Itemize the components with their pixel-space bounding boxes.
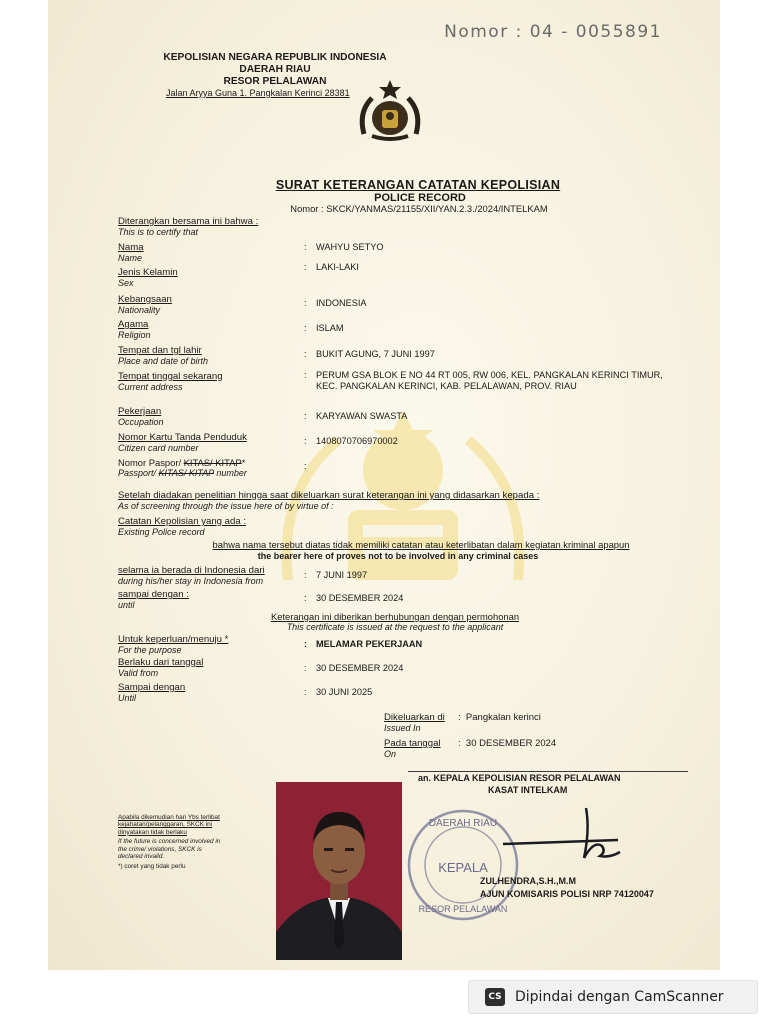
screening-label-en: As of screening through the issue here of by virtue of : (118, 501, 334, 511)
stay-until-value: : 30 DESEMBER 2024 (304, 593, 404, 603)
signature-divider (408, 771, 688, 772)
issued-on-value: : 30 DESEMBER 2024 (458, 738, 557, 749)
field-label-en: Occupation (118, 417, 164, 427)
field-value: 30 DESEMBER 2024 (316, 663, 404, 673)
field-value: KARYAWAN SWASTA (316, 411, 408, 421)
passport-label-asterisk: * (241, 457, 246, 468)
purpose-value: : MELAMAR PEKERJAAN (304, 639, 423, 649)
field-value: LAKI-LAKI (316, 262, 359, 272)
field-label-en: Current address (118, 382, 183, 392)
footnote: *) coret yang tidak perlu (118, 863, 186, 871)
field-name-value: : WAHYU SETYO (304, 242, 384, 252)
field-label-en: Citizen card number (118, 443, 199, 453)
valid-from-label (118, 657, 203, 679)
issued-at-label-en: Issued In (384, 723, 421, 733)
document-subtitle: POLICE RECORD (374, 192, 466, 204)
field-label: Jenis Kelamin (118, 267, 178, 278)
valid-until-label-text: Sampai dengan (118, 682, 186, 693)
request-statement-en: This certificate is issued at the request to the applicant (286, 622, 504, 632)
field-label-en: Nationality (118, 305, 161, 315)
field-address-label (118, 371, 223, 393)
signatory-rank: AJUN KOMISARIS POLISI NRP 74120047 (480, 889, 654, 899)
field-value: INDONESIA (316, 298, 367, 308)
valid-until-label (118, 682, 185, 704)
field-nationality-value: : INDONESIA (304, 298, 367, 308)
field-label-en: Religion (118, 330, 151, 340)
stay-until-label (118, 589, 189, 611)
field-birth-value: : BUKIT AGUNG, 7 JUNI 1997 (304, 349, 435, 359)
field-value: MELAMAR PEKERJAAN (316, 639, 423, 649)
purpose-label-en: For the purpose (118, 645, 182, 655)
stay-label: sampai dengan : (118, 589, 189, 600)
field-label: Tempat tinggal sekarang (118, 371, 223, 382)
purpose-label-text: Untuk keperluan/menuju * (118, 634, 229, 645)
record-block (118, 516, 246, 538)
header-line: RESOR PELALAWAN (223, 76, 327, 87)
field-value: 1408070706970002 (316, 436, 398, 446)
header-line: KEPOLISIAN NEGARA REPUBLIK INDONESIA (163, 52, 387, 63)
scanner-text: Dipindai dengan CamScanner (515, 989, 724, 1005)
applicant-photo (276, 782, 402, 960)
issued-at-label (384, 712, 445, 734)
document-number: Nomor : 04 - 0055891 (444, 22, 662, 42)
stamp-bottom-text: RESOR PELALAWAN (418, 904, 508, 914)
field-birth-label (118, 345, 208, 367)
field-nationality-label (118, 294, 172, 316)
police-crest-icon (354, 78, 426, 142)
signatory-title: an. KEPALA KEPOLISIAN RESOR PELALAWAN (418, 773, 621, 783)
scanner-watermark (468, 980, 758, 1014)
stamp-top-text: DAERAH RIAU (428, 818, 498, 829)
field-sex-value: : LAKI-LAKI (304, 262, 359, 272)
screening-label: Setelah diadakan penelitian hingga saat dikeluarkan surat keterangan ini yang didasarkan kepada : (118, 490, 540, 501)
stay-label: selama ia berada di Indonesia dari (118, 565, 265, 576)
field-occupation-value: : KARYAWAN SWASTA (304, 411, 408, 421)
issuer-address: Jalan Aryya Guna 1. Pangkalan Kerinci 28381 (166, 88, 350, 98)
document-title: SURAT KETERANGAN CATATAN KEPOLISIAN (275, 178, 561, 192)
signatory-position: KASAT INTELKAM (488, 785, 568, 795)
field-label: Pekerjaan (118, 406, 162, 417)
field-value: 30 DESEMBER 2024 (465, 738, 557, 749)
passport-label-en-struck: KITAS/ KITAP (158, 468, 214, 478)
police-record-document (48, 0, 720, 970)
issued-on-label-en: On (384, 749, 397, 759)
screening-block (118, 490, 539, 512)
field-name-label (118, 242, 144, 264)
header-line: DAERAH RIAU (239, 64, 311, 75)
field-label: Agama (118, 319, 149, 330)
intro-label: Diterangkan bersama ini bahwa : (118, 216, 259, 227)
record-label: Catatan Kepolisian yang ada : (118, 516, 247, 527)
clearance-statement: bahwa nama tersebut diatas tidak memiliki catatan atau keterlibatan dalam kegiatan kriminal apapun (212, 539, 630, 550)
field-value: Pangkalan kerinci (465, 712, 541, 723)
validity-note (118, 814, 228, 871)
field-label: Kebangsaan (118, 294, 172, 305)
purpose-label (118, 634, 228, 656)
field-value: 30 DESEMBER 2024 (316, 593, 404, 603)
field-label: Nomor Kartu Tanda Penduduk (118, 432, 247, 443)
camscanner-logo-icon: CS (485, 988, 505, 1006)
field-value: 7 JUNI 1997 (316, 570, 368, 580)
field-label: Tempat dan tgl lahir (118, 345, 202, 356)
stamp-center-text: KEPALA (438, 860, 488, 875)
validity-note-text: Apabila dikemudian hari Ybs terlibat kejahatan/pelanggaran, SKCK ini dinyatakan tidak berlaku (118, 814, 220, 836)
issued-at-value: : Pangkalan kerinci (458, 712, 541, 723)
intro-block (118, 216, 258, 238)
valid-from-label-en: Valid from (118, 668, 159, 678)
passport-label-en-suffix: number (213, 468, 247, 478)
field-value: BUKIT AGUNG, 7 JUNI 1997 (316, 349, 435, 359)
request-statement: Keterangan ini diberikan berhubungan dengan permohonan (270, 611, 520, 622)
validity-note-en: If the future is concerned involved in the crime/ violations, SKCK is declared invalid. (118, 838, 221, 861)
valid-from-value: : 30 DESEMBER 2024 (304, 663, 404, 673)
field-label-en: Sex (118, 278, 134, 288)
field-passport-label (118, 457, 247, 479)
field-idcard-value: : 1408070706970002 (304, 436, 398, 446)
field-religion-label (118, 319, 151, 341)
issued-on-label (384, 738, 441, 760)
record-number: Nomor : SKCK/YANMAS/21155/XII/YAN.2.3./2024/INTELKAM (290, 203, 548, 214)
intro-label-en: This is to certify that (118, 227, 199, 237)
stay-label-en: during his/her stay in Indonesia from (118, 576, 264, 586)
field-religion-value: : ISLAM (304, 323, 344, 333)
field-value: 30 JUNI 2025 (316, 687, 373, 697)
passport-label: Nomor Paspor/ (118, 457, 184, 468)
field-label-en: Name (118, 253, 143, 263)
valid-until-label-en: Until (118, 693, 137, 703)
passport-label-en: Passport/ (118, 468, 159, 478)
signatory-name: ZULHENDRA,S.H.,M.M (480, 876, 576, 886)
passport-label-struck: KITAS/ KITAP (183, 457, 242, 468)
field-address-value: : PERUM GSA BLOK E NO 44 RT 005, RW 006, KEL. PANGKALAN KERINCI TIMUR, KEC. PANGKALAN KERINCI, KAB. PELALAWAN, PROV. RIAU (304, 370, 674, 392)
valid-until-value: : 30 JUNI 2025 (304, 687, 373, 697)
field-idcard-label (118, 432, 247, 454)
field-sex-label (118, 267, 178, 289)
field-value: ISLAM (316, 323, 344, 333)
field-label: Nama (118, 242, 144, 253)
field-occupation-label (118, 406, 164, 428)
field-passport-value: : (304, 461, 307, 471)
field-label-en: Place and date of birth (118, 356, 209, 366)
handwritten-signature (498, 800, 628, 870)
issued-at-label-text: Dikeluarkan di (384, 712, 445, 723)
stay-from-value: : 7 JUNI 1997 (304, 570, 368, 580)
field-value: WAHYU SETYO (316, 242, 384, 252)
stay-from-label (118, 565, 265, 587)
clearance-statement-en: the bearer here of proves not to be involved in any criminal cases (257, 551, 539, 561)
record-label-en: Existing Police record (118, 527, 205, 537)
valid-from-label-text: Berlaku dari tanggal (118, 657, 204, 668)
stay-label-en: until (118, 600, 135, 610)
issued-on-label-text: Pada tanggal (384, 738, 441, 749)
field-value: PERUM GSA BLOK E NO 44 RT 005, RW 006, KEL. PANGKALAN KERINCI TIMUR, KEC. PANGKALAN KERINCI, KAB. PELALAWAN, PROV. RIAU (316, 370, 663, 391)
